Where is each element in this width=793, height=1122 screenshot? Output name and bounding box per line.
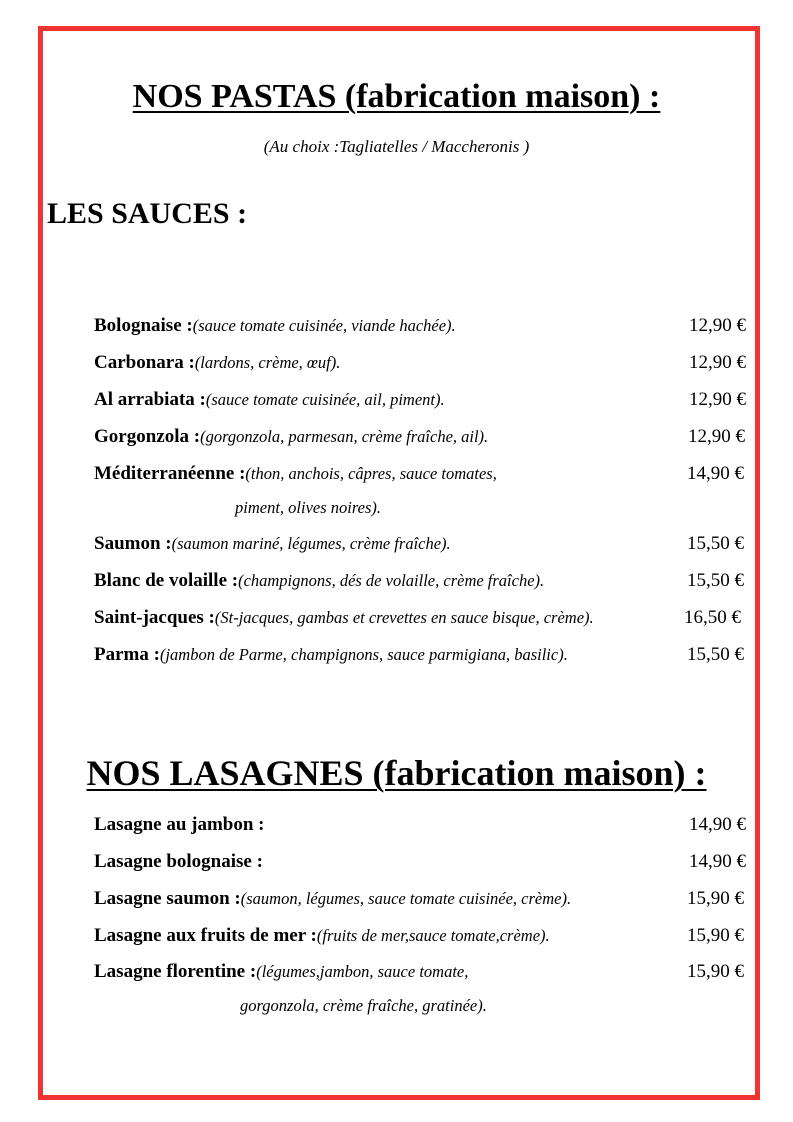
menu-item-gorgonzola: Gorgonzola :(gorgonzola, parmesan, crème fraîche, ail). <box>94 426 489 447</box>
pastas-title: NOS PASTAS (fabrication maison) : <box>132 78 661 115</box>
menu-item-lasagne-fruits-de-mer: Lasagne aux fruits de mer :(fruits de mer,sauce tomate,crème). <box>94 925 550 946</box>
price-bolognaise: 12,90 € <box>689 315 746 336</box>
menu-item-saumon: Saumon :(saumon mariné, légumes, crème fraîche). <box>94 533 451 554</box>
price-lasagne-bolognaise: 14,90 € <box>689 851 746 872</box>
menu-item-saint-jacques: Saint-jacques :(St-jacques, gambas et crevettes en sauce bisque, crème). <box>94 607 594 628</box>
price-lasagne-fruits-de-mer: 15,90 € <box>687 925 744 946</box>
price-arrabiata: 12,90 € <box>689 389 746 410</box>
price-saumon: 15,50 € <box>687 533 744 554</box>
price-blanc-de-volaille: 15,50 € <box>687 570 744 591</box>
menu-item-bolognaise: Bolognaise :(sauce tomate cuisinée, viande hachée). <box>94 315 456 336</box>
price-lasagne-florentine: 15,90 € <box>687 961 744 982</box>
price-carbonara: 12,90 € <box>689 352 746 373</box>
pastas-subtitle: (Au choix :Tagliatelles / Maccheronis ) <box>263 137 530 156</box>
menu-item-lasagne-bolognaise: Lasagne bolognaise : <box>94 851 263 872</box>
lasagnes-title: NOS LASAGNES (fabrication maison) : <box>86 753 707 793</box>
menu-item-lasagne-florentine-desc-cont: gorgonzola, crème fraîche, gratinée). <box>240 996 487 1015</box>
price-saint-jacques: 16,50 € <box>684 607 741 628</box>
menu-item-blanc-de-volaille: Blanc de volaille :(champignons, dés de volaille, crème fraîche). <box>94 570 545 591</box>
menu-item-mediterraneenne-desc-cont: piment, olives noires). <box>235 498 382 517</box>
price-parma: 15,50 € <box>687 644 744 665</box>
sauces-heading: LES SAUCES : <box>47 197 248 230</box>
menu-item-lasagne-florentine: Lasagne florentine :(légumes,jambon, sauce tomate, <box>94 961 469 982</box>
price-lasagne-saumon: 15,90 € <box>687 888 744 909</box>
menu-item-carbonara: Carbonara :(lardons, crème, œuf). <box>94 352 341 373</box>
menu-item-lasagne-saumon: Lasagne saumon :(saumon, légumes, sauce tomate cuisinée, crème). <box>94 888 572 909</box>
price-mediterraneenne: 14,90 € <box>687 463 744 484</box>
price-gorgonzola: 12,90 € <box>688 426 745 447</box>
menu-item-parma: Parma :(jambon de Parme, champignons, sauce parmigiana, basilic). <box>94 644 568 665</box>
menu-item-mediterraneenne: Méditerranéenne :(thon, anchois, câpres, sauce tomates, <box>94 463 497 484</box>
menu-item-lasagne-jambon: Lasagne au jambon : <box>94 814 265 835</box>
price-lasagne-jambon: 14,90 € <box>689 814 746 835</box>
menu-item-arrabiata: Al arrabiata :(sauce tomate cuisinée, ail, piment). <box>94 389 445 410</box>
